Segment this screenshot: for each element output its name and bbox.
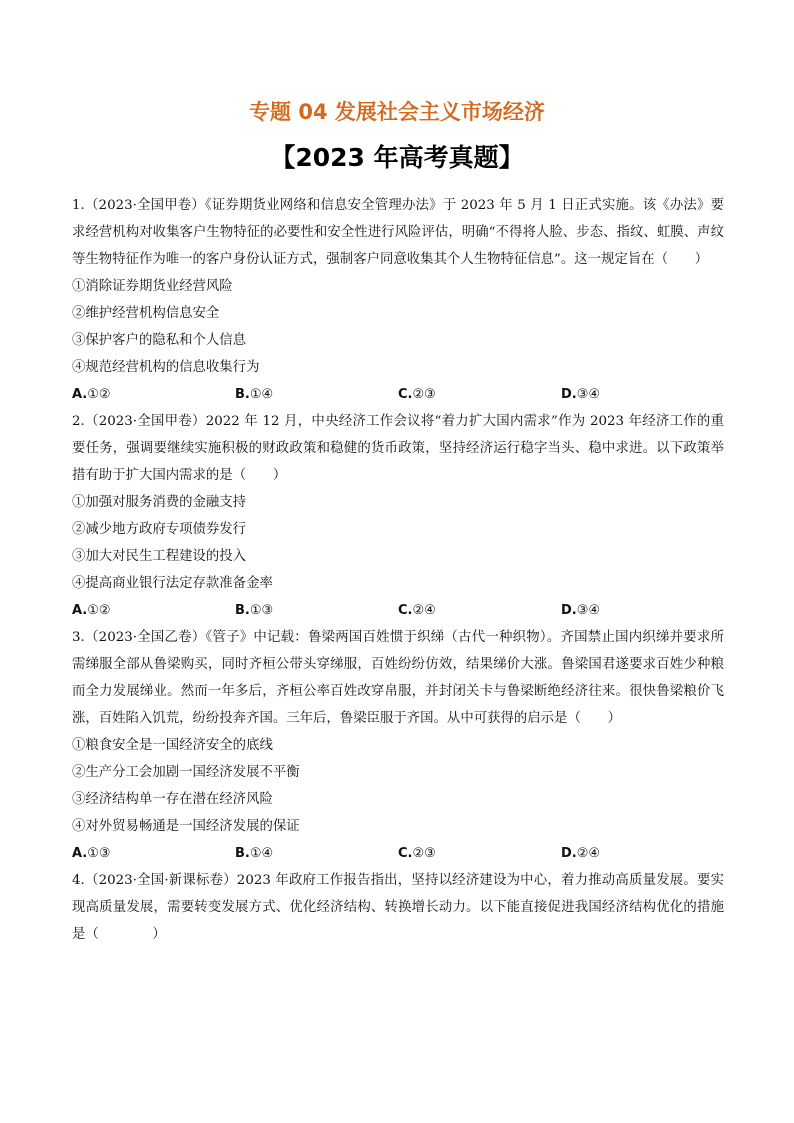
answer-letter: C.: [398, 846, 413, 861]
answer-letter: B.: [235, 387, 250, 402]
answer-choice-b: [235, 840, 398, 867]
answer-choice-a: [72, 597, 235, 624]
question-1: [72, 192, 724, 408]
answer-choice-a: [72, 381, 235, 408]
option-item: ③经济结构单一存在潜在经济风险: [72, 792, 273, 807]
option-item: ①加强对服务消费的金融支持: [72, 495, 247, 510]
option-item: ②生产分工会加剧一国经济发展不平衡: [72, 765, 300, 780]
answer-text: ②③: [412, 846, 436, 861]
answer-letter: D.: [561, 846, 577, 861]
option-item: ④对外贸易畅通是一国经济发展的保证: [72, 819, 300, 834]
answer-text: ②④: [576, 846, 601, 861]
answer-text: ③④: [576, 603, 601, 618]
option-item: ④规范经营机构的信息收集行为: [72, 360, 260, 375]
answer-choice-a: [72, 840, 235, 867]
answer-choices: [72, 381, 724, 408]
answer-letter: A.: [72, 846, 88, 861]
answer-letter: C.: [398, 387, 413, 402]
answer-letter: A.: [72, 603, 88, 618]
question-3: [72, 624, 724, 867]
questions-list: [72, 192, 724, 948]
option-item: ③加大对民生工程建设的投入: [72, 549, 247, 564]
question-4: [72, 867, 724, 948]
question-stem: 1.（2023·全国甲卷）《证券期货业网络和信息安全管理办法》于 2023 年 5 月 1 日正式实施。该《办法》要求经营机构对收集客户生物特征的必要性和安全性进行风险评估，明确“不得将人脸、步态、指纹、虹膜、声纹等生物特征作为唯一的客户身份认证方式，强制客户同意收集其个人生物特征信息”。这一规定旨在（ ）: [72, 198, 724, 267]
question-stem: 3.（2023·全国乙卷）《管子》中记载：鲁梁两国百姓惯于织绨（古代一种织物）。齐国禁止国内织绨并要求所需绨服全部从鲁梁购买，同时齐桓公带头穿绨服，百姓纷纷仿效，结果绨价大涨。鲁梁国君遂要求百姓少种粮而全力发展绨业。然而一年多后，齐桓公率百姓改穿帛服，并封闭关卡与鲁梁断绝经济往来。很快鲁梁粮价飞涨，百姓陷入饥荒，纷纷投奔齐国。三年后，鲁梁臣服于齐国。从中可获得的启示是（ ）: [72, 630, 724, 726]
option-item: ①消除证券期货业经营风险: [72, 279, 233, 294]
option-item: ④提高商业银行法定存款准备金率: [72, 576, 273, 591]
answer-letter: B.: [235, 846, 250, 861]
answer-text: ①④: [249, 846, 274, 861]
answer-choice-c: [398, 840, 561, 867]
answer-text: ②③: [412, 387, 436, 402]
answer-text: ①②: [87, 387, 111, 402]
answer-choice-d: [561, 597, 724, 624]
answer-choice-d: [561, 381, 724, 408]
answer-text: ②④: [412, 603, 436, 618]
answer-letter: C.: [398, 603, 413, 618]
option-item: ②减少地方政府专项债券发行: [72, 522, 247, 537]
answer-text: ③④: [576, 387, 601, 402]
question-stem: 4.（2023·全国·新课标卷）2023 年政府工作报告指出，坚持以经济建设为中心，着力推动高质量发展。要实现高质量发展，需要转变发展方式、优化经济结构、转换增长动力。以下能直接促进我国经济结构优化的措施是（ ）: [72, 873, 724, 942]
option-item: ③保护客户的隐私和个人信息: [72, 333, 247, 348]
answer-choices: [72, 840, 724, 867]
answer-letter: D.: [561, 387, 577, 402]
question-2: [72, 408, 724, 624]
answer-text: ①②: [87, 603, 111, 618]
question-stem: 2.（2023·全国甲卷）2022 年 12 月，中央经济工作会议将“着力扩大国内需求”作为 2023 年经济工作的重要任务，强调要继续实施积极的财政政策和稳健的货币政策，坚持经济运行稳字当头、稳中求进。以下政策举措有助于扩大国内需求的是（ ）: [72, 414, 724, 483]
doc-title: 专题 04 发展社会主义市场经济: [249, 100, 545, 124]
answer-choice-b: [235, 597, 398, 624]
answer-text: ①③: [87, 846, 111, 861]
answer-letter: A.: [72, 387, 88, 402]
answer-choice-c: [398, 381, 561, 408]
answer-choice-d: [561, 840, 724, 867]
answer-choice-c: [398, 597, 561, 624]
answer-letter: D.: [561, 603, 577, 618]
answer-choice-b: [235, 381, 398, 408]
doc-subtitle: 【2023 年高考真题】: [270, 143, 524, 172]
answer-text: ①④: [249, 387, 274, 402]
option-item: ①粮食安全是一国经济安全的底线: [72, 738, 273, 753]
answer-letter: B.: [235, 603, 250, 618]
answer-text: ①③: [249, 603, 274, 618]
option-item: ②维护经营机构信息安全: [72, 306, 220, 321]
answer-choices: [72, 597, 724, 624]
